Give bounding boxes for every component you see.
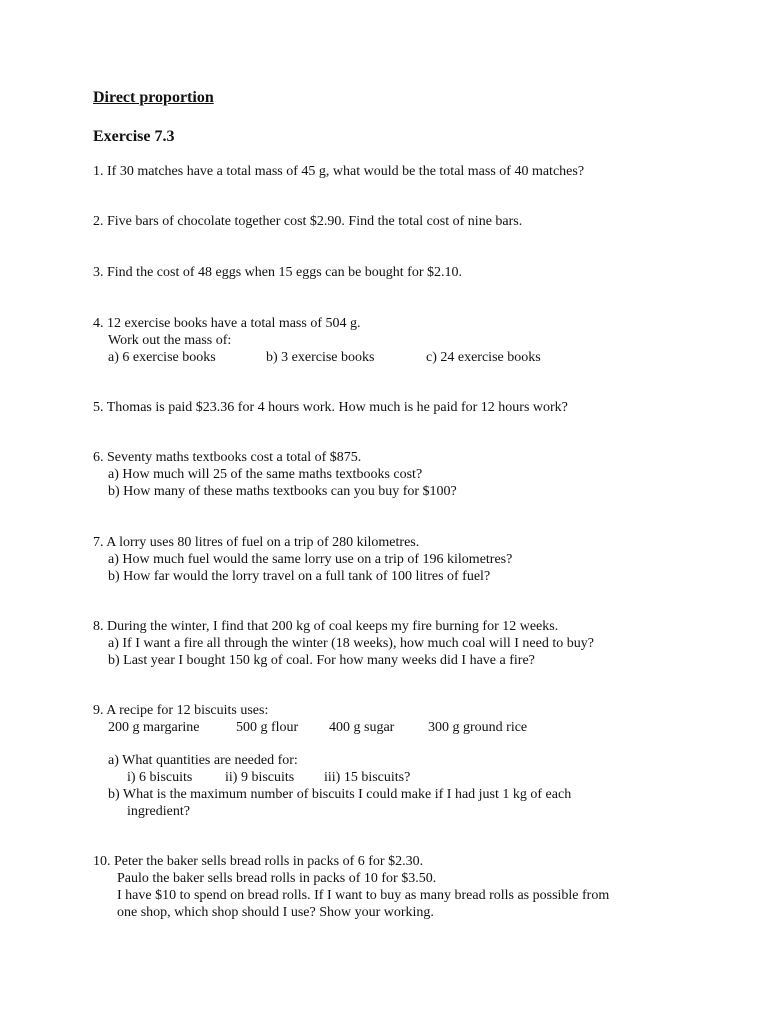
question-8 (93, 618, 594, 669)
question-10-line-1: 10. Peter the baker sells bread rolls in packs of 6 for $2.30. (93, 854, 424, 869)
question-7-part-b: b) How far would the lorry travel on a full tank of 100 litres of fuel? (108, 569, 491, 584)
question-4-part-b: b) 3 exercise books (266, 350, 375, 365)
question-6-part-b: b) How many of these maths textbooks can you buy for $100? (108, 484, 457, 499)
question-5-text: 5. Thomas is paid $23.36 for 4 hours work. How much is he paid for 12 hours work? (93, 400, 568, 415)
page-title: Direct proportion (93, 89, 214, 106)
question-4-part-c: c) 24 exercise books (426, 350, 541, 365)
question-10 (93, 853, 609, 921)
question-6-part-a: a) How much will 25 of the same maths textbooks cost? (108, 467, 423, 482)
question-4-part-a: a) 6 exercise books (108, 350, 216, 365)
question-5 (93, 399, 568, 416)
question-3-text: 3. Find the cost of 48 eggs when 15 eggs can be bought for $2.10. (93, 265, 462, 280)
question-7-stem: 7. A lorry uses 80 litres of fuel on a trip of 280 kilometres. (93, 535, 420, 550)
ingredient-sugar: 400 g sugar (329, 720, 395, 735)
question-1-text: 1. If 30 matches have a total mass of 45 g, what would be the total mass of 40 matches? (93, 164, 585, 179)
question-9-part-b: b) What is the maximum number of biscuits I could make if I had just 1 kg of each (108, 787, 572, 802)
question-2 (93, 213, 522, 230)
exercise-heading: Exercise 7.3 (93, 128, 175, 145)
question-8-part-b: b) Last year I bought 150 kg of coal. For how many weeks did I have a fire? (108, 653, 535, 668)
question-9 (93, 702, 571, 820)
ingredient-flour: 500 g flour (236, 720, 299, 735)
question-6 (93, 449, 457, 500)
question-6-stem: 6. Seventy maths textbooks cost a total of $875. (93, 450, 362, 465)
question-7 (93, 534, 512, 585)
question-9-part-a: a) What quantities are needed for: (108, 753, 298, 768)
question-9-part-a-i: i) 6 biscuits (127, 770, 193, 785)
question-10-line-4: one shop, which shop should I use? Show your working. (117, 905, 434, 920)
ingredient-margarine: 200 g margarine (108, 720, 200, 735)
question-7-part-a: a) How much fuel would the same lorry use on a trip of 196 kilometres? (108, 552, 513, 567)
question-4-parts (93, 349, 541, 366)
question-8-stem: 8. During the winter, I find that 200 kg of coal keeps my fire burning for 12 weeks. (93, 619, 559, 634)
question-9-part-a-ii: ii) 9 biscuits (225, 770, 295, 785)
question-8-part-a: a) If I want a fire all through the winter (18 weeks), how much coal will I need to buy? (108, 636, 594, 651)
question-10-line-2: Paulo the baker sells bread rolls in packs of 10 for $3.50. (117, 871, 437, 886)
question-4-instruction: Work out the mass of: (108, 333, 232, 348)
question-4 (93, 315, 541, 366)
ingredient-ground-rice: 300 g ground rice (428, 720, 528, 735)
question-9-stem: 9. A recipe for 12 biscuits uses: (93, 703, 269, 718)
question-3 (93, 264, 462, 281)
question-10-line-3: I have $10 to spend on bread rolls. If I want to buy as many bread rolls as possible from (117, 888, 610, 903)
question-9-part-a-items (93, 769, 571, 786)
question-9-part-b-continued: ingredient? (127, 804, 190, 819)
question-4-stem: 4. 12 exercise books have a total mass of 504 g. (93, 316, 361, 331)
question-1 (93, 163, 584, 180)
question-9-part-a-iii: iii) 15 biscuits? (324, 770, 411, 785)
question-9-ingredients (93, 719, 571, 736)
question-2-text: 2. Five bars of chocolate together cost $2.90. Find the total cost of nine bars. (93, 214, 523, 229)
